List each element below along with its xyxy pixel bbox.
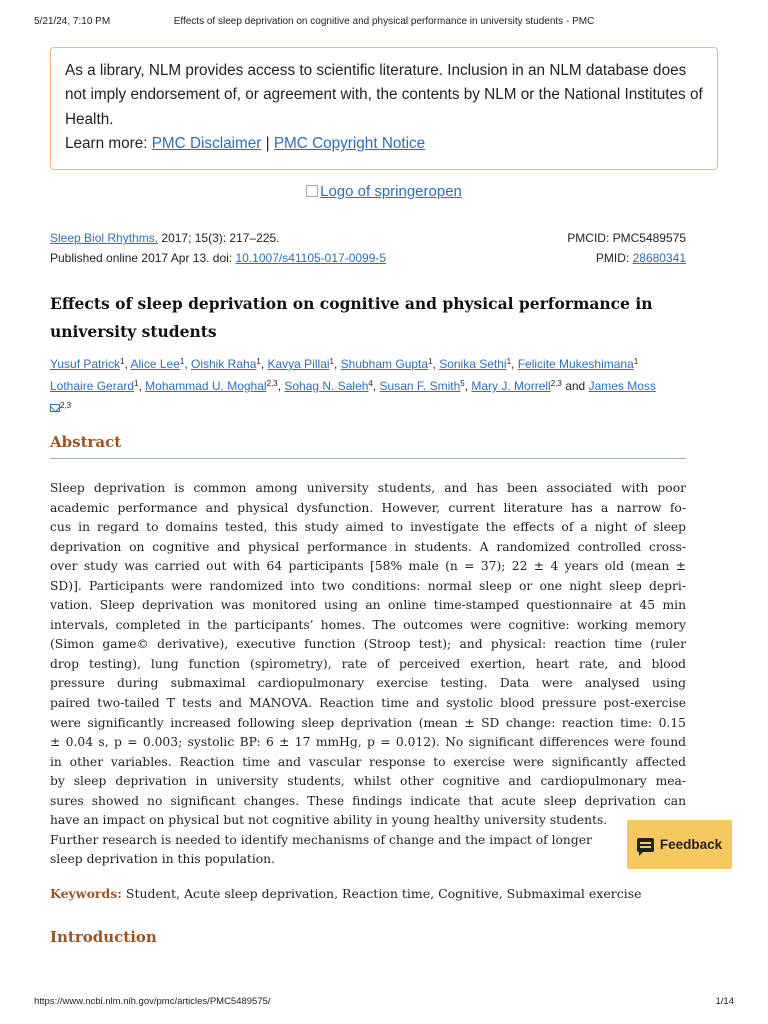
abstract-line: academic performance and physical dysfunction. However, current literature has a narrow fo- xyxy=(50,500,686,515)
publisher-logo-link[interactable] xyxy=(306,183,462,200)
print-url: https://www.ncbi.nlm.nih.gov/pmc/articles/PMC5489575/ xyxy=(34,996,271,1007)
author-affiliation: 1 xyxy=(633,357,639,366)
print-page-title: Effects of sleep deprivation on cognitive and physical performance in university students - PMC xyxy=(173,16,595,27)
author-affiliation: 1 xyxy=(179,357,185,366)
author-affiliation: 1 xyxy=(256,357,261,366)
abstract-line: have an impact on physical but not cognitive ability in young healthy university students. xyxy=(50,813,608,828)
learn-more-label: Learn more: xyxy=(65,135,148,153)
abstract-line: deprivation on cognitive and physical performance in students. A randomized controlled cross- xyxy=(50,539,686,554)
print-header xyxy=(34,16,734,30)
email-envelope-icon[interactable] xyxy=(50,404,60,412)
abstract-line: sures showed no significant changes. These findings indicate that acute sleep deprivation can xyxy=(50,793,686,808)
author-link[interactable]: Oishik Raha xyxy=(191,357,257,371)
author-link[interactable]: Mohammad U. Moghal xyxy=(145,379,267,393)
keywords-label: Keywords: xyxy=(50,886,122,901)
author-list: Yusuf Patrick$^1$, Alice Lee$^1$, Oishik Raha$^1$, Kavya Pillai$^1$, Shubham Gupta$^1$, Sonika Sethi$^1$, Felicite Mukeshimana$^1$ Lothaire Gerard$^1$, Mohammad U. Moghal$^{2,3}$, Sohag N. Saleh$^4$, Susan F. Smith$^5$, Mary J. Morrell$^{2,3}$ and James Moss $^{2,3}$ xyxy=(50,357,656,410)
journal-link[interactable]: Sleep Biol Rhythms. xyxy=(50,231,159,245)
published-online: Published online 2017 Apr 13. doi: xyxy=(50,251,233,265)
feedback-chat-icon xyxy=(637,838,654,852)
abstract-line: in other variables. Reaction time and vascular response to exercise were significantly affected xyxy=(50,754,686,769)
abstract-line: ± 0.04 s, p = 0.003; systolic BP: 6 ± 17 mmHg, p = 0.012). No significant differences were found xyxy=(50,735,686,750)
notice-text: As a library, NLM provides access to scientific literature. Inclusion in an NLM database does not imply endorsement of, or agreement with, the contents by NLM or the National Institutes of Health. xyxy=(65,62,703,128)
feedback-label: Feedback xyxy=(659,837,723,852)
keywords xyxy=(50,886,710,901)
link-separator: | xyxy=(265,135,270,153)
author-affiliation: 1 xyxy=(134,379,139,388)
author-link[interactable]: Yusuf Patrick xyxy=(50,357,121,371)
abstract-line: pressure during submaximal cardiopulmonary exercise testing. Data were analysed using xyxy=(50,676,686,691)
abstract-line: were significantly increased following sleep deprivation (mean ± SD change: reaction time: 0.15 xyxy=(50,715,686,730)
abstract-line: vation. Sleep deprivation was monitored using an online time-stamped questionnaire at 45 min xyxy=(50,598,686,613)
authors-and: and xyxy=(565,379,586,393)
abstract-line: drop testing), lung function (spirometry), rate of perceived exertion, heart rate, and blood xyxy=(50,656,686,671)
citation-row-1 xyxy=(50,231,686,245)
citation-row-2 xyxy=(50,251,686,265)
abstract-line: SD)]. Participants were randomized into two conditions: normal sleep or one night sleep depri- xyxy=(50,578,686,593)
author-affiliation: 2,3 xyxy=(266,379,278,388)
abstract-body xyxy=(50,479,686,870)
citation-details: 2017; 15(3): 217–225. xyxy=(161,231,280,245)
pmid-link[interactable]: 28680341 xyxy=(632,251,686,265)
author-affiliation: 2,3 xyxy=(60,401,72,410)
abstract-line: paired two-tailed T tests and MANOVA. Reaction time and systolic blood pressure post-exercise xyxy=(50,696,686,711)
abstract-line: by sleep deprivation in university students, whilst other cognitive and cardiopulmonary mea- xyxy=(50,774,686,789)
author-link[interactable]: Kavya Pillai xyxy=(267,357,330,371)
pmc-copyright-link[interactable]: PMC Copyright Notice xyxy=(273,135,426,153)
pmc-disclaimer-link[interactable]: PMC Disclaimer xyxy=(151,135,262,153)
nlm-disclaimer-notice xyxy=(50,47,718,170)
feedback-button[interactable] xyxy=(627,820,732,869)
author-link[interactable]: Susan F. Smith xyxy=(379,379,461,393)
page-number: 1/14 xyxy=(715,996,734,1007)
author-link[interactable]: Shubham Gupta xyxy=(340,357,429,371)
pmcid: PMCID: PMC5489575 xyxy=(567,231,686,245)
publisher-logo[interactable] xyxy=(0,183,768,200)
abstract-line: cus in regard to domains tested, this study aimed to investigate the effects of a night of sleep xyxy=(50,520,686,535)
author-link[interactable]: Alice Lee xyxy=(130,357,180,371)
author-affiliation: 1 xyxy=(120,357,125,366)
doi-link[interactable]: 10.1007/s41105-017-0099-5 xyxy=(235,251,387,265)
abstract-line: intervals, completed in the participants’ homes. The outcomes were cognitive: working memory xyxy=(50,617,686,632)
introduction-heading: Introduction xyxy=(50,928,157,946)
pmid-label: PMID: xyxy=(595,251,630,265)
print-footer xyxy=(34,996,734,1007)
abstract-line: (Simon game© derivative), executive function (Stroop test); and physical: reaction time (ruler xyxy=(50,637,686,652)
abstract-line: sleep deprivation in this population. xyxy=(50,852,276,867)
abstract-heading: Abstract xyxy=(50,433,686,459)
author-affiliation: 1 xyxy=(428,357,433,366)
notice-learn-more xyxy=(65,132,703,156)
print-datetime: 5/21/24, 7:10 PM xyxy=(34,16,111,27)
author-affiliation: 5 xyxy=(460,379,465,388)
abstract-line: Further research is needed to identify mechanisms of change and the impact of longer xyxy=(50,832,592,847)
author-affiliation: 4 xyxy=(368,379,373,388)
abstract-line: Sleep deprivation is common among university students, and has been associated with poor xyxy=(50,481,686,495)
author-link[interactable]: Lothaire Gerard xyxy=(50,379,135,393)
author-link[interactable]: Felicite Mukeshimana xyxy=(517,357,634,371)
keywords-list: Student, Acute sleep deprivation, Reaction time, Cognitive, Submaximal exercise xyxy=(125,886,642,901)
author-affiliation: 1 xyxy=(329,357,334,366)
logo-alt-text: Logo of springeropen xyxy=(320,183,462,200)
article-title: Effects of sleep deprivation on cognitive and physical performance in university students xyxy=(50,294,653,341)
author-link[interactable]: James Moss xyxy=(588,379,656,393)
author-link[interactable]: Mary J. Morrell xyxy=(471,379,551,393)
author-link[interactable]: Sohag N. Saleh xyxy=(284,379,369,393)
author-affiliation: 1 xyxy=(506,357,512,366)
pmid-block xyxy=(596,251,686,265)
abstract-line: over study was carried out with 64 participants [58% male (n = 37); 22 ± 4 years old (mean ± xyxy=(50,559,686,574)
author-affiliation: 2,3 xyxy=(550,379,562,388)
broken-image-icon xyxy=(306,185,318,197)
author-link[interactable]: Sonika Sethi xyxy=(439,357,507,371)
